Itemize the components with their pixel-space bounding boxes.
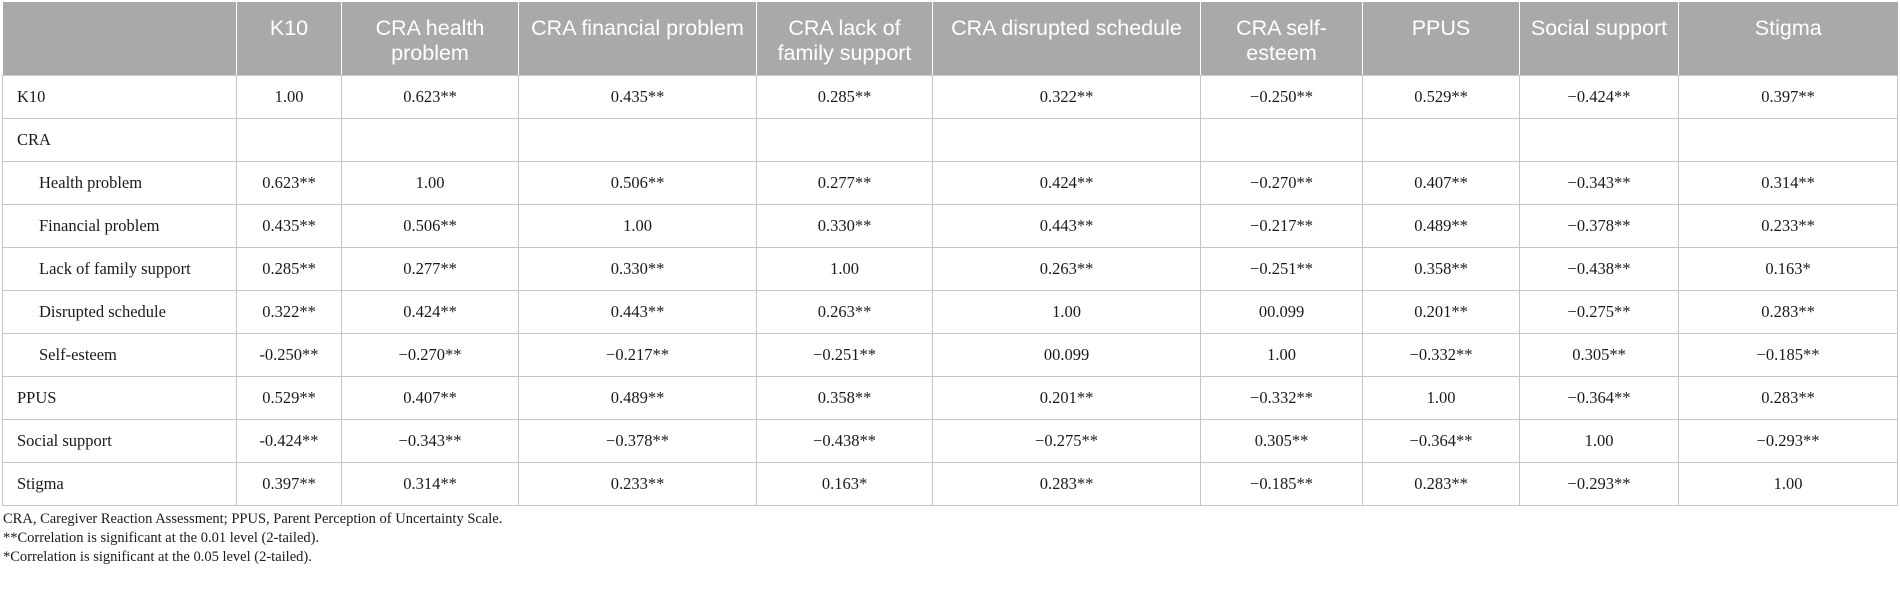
table-cell: 0.277** — [757, 161, 933, 204]
header-cell-cra-family: CRA lack of family support — [757, 2, 933, 75]
table-cell: 0.283** — [1679, 290, 1898, 333]
table-cell: 0.305** — [1201, 419, 1363, 462]
footnote-abbreviations: CRA, Caregiver Reaction Assessment; PPUS, Parent Perception of Uncertainty Scale. — [3, 510, 503, 527]
row-label: Lack of family support — [3, 247, 237, 290]
table-row — [3, 204, 1898, 247]
table-cell: −0.275** — [933, 419, 1201, 462]
header-cell-cra-schedule: CRA disrupted schedule — [933, 2, 1201, 75]
table-cell: −0.364** — [1520, 376, 1679, 419]
table-cell: 0.435** — [519, 75, 757, 118]
table-cell: 1.00 — [1201, 333, 1363, 376]
table-cell: −0.270** — [342, 333, 519, 376]
table-cell — [933, 118, 1201, 161]
table-cell — [342, 118, 519, 161]
table-cell: 0.163* — [1679, 247, 1898, 290]
table-row — [3, 419, 1898, 462]
correlation-table-container — [2, 2, 1897, 567]
table-cell: 1.00 — [1520, 419, 1679, 462]
header-cell-stigma: Stigma — [1679, 2, 1898, 75]
table-cell: −0.438** — [1520, 247, 1679, 290]
table-row — [3, 118, 1898, 161]
table-cell — [1363, 118, 1520, 161]
table-cell: 0.506** — [342, 204, 519, 247]
table-cell: -0.250** — [237, 333, 342, 376]
table-cell: 00.099 — [933, 333, 1201, 376]
table-cell: 0.623** — [237, 161, 342, 204]
table-cell: −0.217** — [1201, 204, 1363, 247]
table-cell: −0.293** — [1679, 419, 1898, 462]
table-cell: 0.330** — [519, 247, 757, 290]
header-cell-cra-health: CRA health problem — [342, 2, 519, 75]
table-cell — [1679, 118, 1898, 161]
table-cell: 0.263** — [933, 247, 1201, 290]
table-cell: −0.343** — [1520, 161, 1679, 204]
table-cell: −0.185** — [1201, 462, 1363, 505]
table-cell: 0.314** — [342, 462, 519, 505]
table-cell: −0.185** — [1679, 333, 1898, 376]
table-cell: 0.283** — [1363, 462, 1520, 505]
table-cell: −0.424** — [1520, 75, 1679, 118]
table-cell: −0.332** — [1201, 376, 1363, 419]
header-cell-k10: K10 — [237, 2, 342, 75]
table-cell: 0.358** — [1363, 247, 1520, 290]
table-cell: −0.378** — [519, 419, 757, 462]
table-cell: 0.529** — [1363, 75, 1520, 118]
table-cell: 00.099 — [1201, 290, 1363, 333]
row-label: PPUS — [3, 376, 237, 419]
table-cell: −0.343** — [342, 419, 519, 462]
table-cell: 0.283** — [933, 462, 1201, 505]
header-cell-corner — [3, 2, 237, 75]
table-cell: 0.285** — [757, 75, 933, 118]
table-cell: -0.424** — [237, 419, 342, 462]
row-label: Self-esteem — [3, 333, 237, 376]
table-body — [3, 75, 1898, 505]
table-cell: 0.443** — [933, 204, 1201, 247]
row-label: Disrupted schedule — [3, 290, 237, 333]
row-label: Financial problem — [3, 204, 237, 247]
table-cell: 0.233** — [519, 462, 757, 505]
table-cell: 0.623** — [342, 75, 519, 118]
table-cell: −0.438** — [757, 419, 933, 462]
table-cell — [519, 118, 757, 161]
row-label: Stigma — [3, 462, 237, 505]
table-row — [3, 462, 1898, 505]
table-cell: 0.443** — [519, 290, 757, 333]
table-cell: 0.489** — [519, 376, 757, 419]
row-label: CRA — [3, 118, 237, 161]
header-cell-cra-financial: CRA financial problem — [519, 2, 757, 75]
table-cell — [1201, 118, 1363, 161]
table-cell: 0.358** — [757, 376, 933, 419]
table-cell: 0.506** — [519, 161, 757, 204]
table-cell: −0.378** — [1520, 204, 1679, 247]
table-cell: 0.277** — [342, 247, 519, 290]
table-cell: 0.330** — [757, 204, 933, 247]
table-cell: 0.263** — [757, 290, 933, 333]
table-cell: 0.435** — [237, 204, 342, 247]
table-cell: 0.397** — [1679, 75, 1898, 118]
table-row — [3, 247, 1898, 290]
table-cell: 1.00 — [933, 290, 1201, 333]
footnote-significance-005: *Correlation is significant at the 0.05 level (2-tailed). — [3, 548, 312, 565]
table-cell: 0.407** — [342, 376, 519, 419]
table-cell: 0.283** — [1679, 376, 1898, 419]
table-row — [3, 75, 1898, 118]
table-cell: −0.364** — [1363, 419, 1520, 462]
table-row — [3, 333, 1898, 376]
table-cell: −0.250** — [1201, 75, 1363, 118]
table-cell: 0.322** — [237, 290, 342, 333]
header-cell-ppus: PPUS — [1363, 2, 1520, 75]
row-label: Health problem — [3, 161, 237, 204]
table-cell — [757, 118, 933, 161]
table-cell: 0.305** — [1520, 333, 1679, 376]
table-cell: 0.314** — [1679, 161, 1898, 204]
table-cell: −0.332** — [1363, 333, 1520, 376]
table-cell: −0.275** — [1520, 290, 1679, 333]
table-cell: 0.407** — [1363, 161, 1520, 204]
table-cell: −0.293** — [1520, 462, 1679, 505]
table-cell: 1.00 — [342, 161, 519, 204]
table-cell: 1.00 — [519, 204, 757, 247]
header-row — [3, 2, 1898, 75]
table-cell: 0.397** — [237, 462, 342, 505]
table-cell: 0.489** — [1363, 204, 1520, 247]
table-cell: 0.529** — [237, 376, 342, 419]
table-cell — [237, 118, 342, 161]
table-cell: 1.00 — [237, 75, 342, 118]
table-cell: −0.251** — [1201, 247, 1363, 290]
table-cell: 0.201** — [1363, 290, 1520, 333]
table-cell: −0.217** — [519, 333, 757, 376]
table-cell: 0.201** — [933, 376, 1201, 419]
table-cell: 0.424** — [342, 290, 519, 333]
table-cell: 1.00 — [757, 247, 933, 290]
table-cell: 1.00 — [1679, 462, 1898, 505]
table-cell: 0.322** — [933, 75, 1201, 118]
row-label: Social support — [3, 419, 237, 462]
table-cell: 0.424** — [933, 161, 1201, 204]
header-cell-social-support: Social support — [1520, 2, 1679, 75]
header-cell-cra-self-esteem: CRA self-esteem — [1201, 2, 1363, 75]
table-row — [3, 161, 1898, 204]
table-cell: −0.251** — [757, 333, 933, 376]
table-row — [3, 290, 1898, 333]
table-cell — [1520, 118, 1679, 161]
table-row — [3, 376, 1898, 419]
table-cell: −0.270** — [1201, 161, 1363, 204]
table-footnotes — [2, 510, 1897, 567]
table-cell: 0.233** — [1679, 204, 1898, 247]
row-label: K10 — [3, 75, 237, 118]
table-cell: 1.00 — [1363, 376, 1520, 419]
correlation-table — [2, 2, 1898, 506]
table-cell: 0.163* — [757, 462, 933, 505]
table-cell: 0.285** — [237, 247, 342, 290]
footnote-significance-001: **Correlation is significant at the 0.01 level (2-tailed). — [3, 529, 320, 546]
